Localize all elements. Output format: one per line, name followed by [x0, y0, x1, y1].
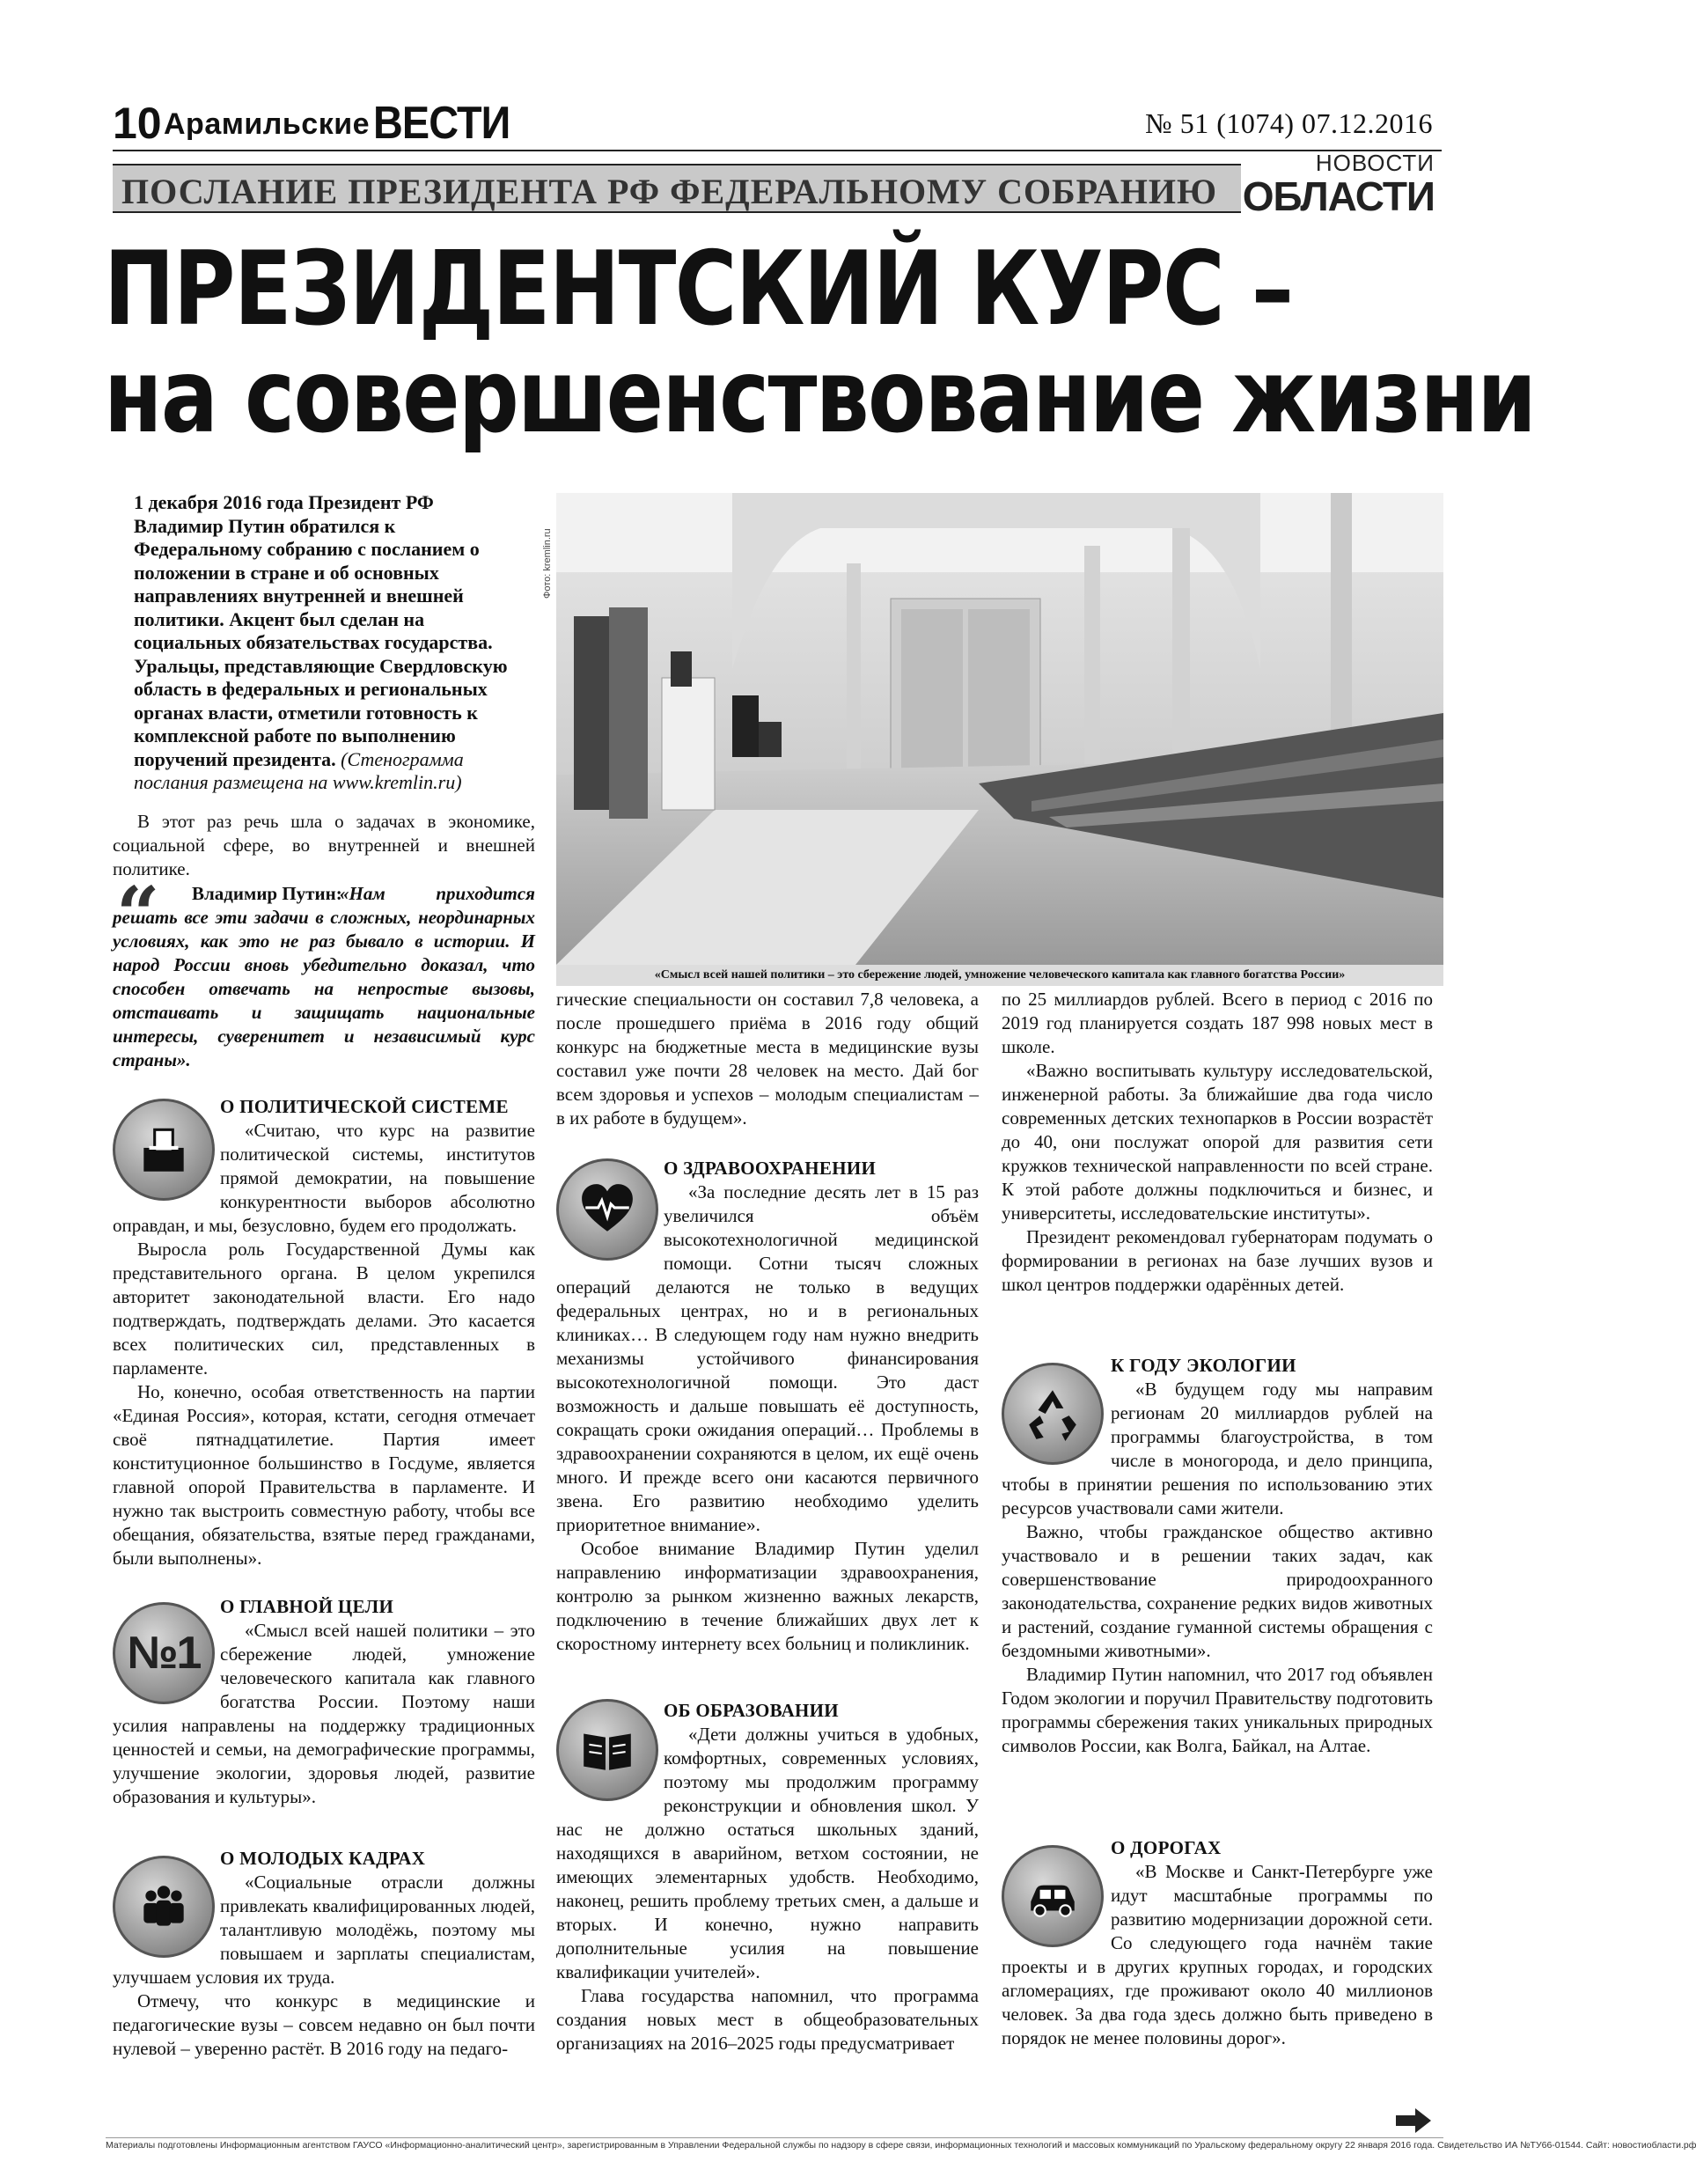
- section-politics-body: [113, 1119, 535, 1570]
- section-young-body: [113, 1871, 535, 2061]
- section-ecology-body: [1002, 1378, 1433, 1758]
- section-education-header: [664, 1699, 979, 1723]
- brand-name-small: Арамильские: [164, 107, 371, 141]
- badge-text: №1: [127, 1628, 201, 1679]
- brand-name-big: ВЕСТИ: [373, 98, 510, 149]
- lead-note: (Стенограмма послания размещена на www.kremlin.ru): [134, 747, 464, 793]
- issue-number: № 51 (1074) 07.12.2016: [1145, 107, 1433, 139]
- young-continued: гические специальности он составил 7,8 человека, а после прошедшего приёма в 2016 году общий конкурс на бюджетные места в медицинские вузы составил уже почти 28 человек на место. Дай бог всем здоровья и успехов – молодым специалистам – в их работе в будущем».: [556, 989, 979, 1129]
- section-education-title: ОБ ОБРАЗОВАНИИ: [664, 1700, 839, 1721]
- section-politics-header: [220, 1095, 535, 1119]
- page-number: 10: [113, 99, 162, 148]
- quote-text: «Нам приходится решать все эти задачи в сложных, неординарных условиях, как это не раз бывало в истории. И народ России вновь убедительно доказал, что способен отвечать на непростые вызовы, отстаивать и защищать национальные интересы, суверенитет и независимый курс страны».: [113, 883, 535, 1070]
- section-roads-body: [1002, 1860, 1433, 2050]
- section-logo-line2: ОБЛАСТИ: [1242, 173, 1435, 219]
- section-politics-title: О ПОЛИТИЧЕСКОЙ СИСТЕМЕ: [220, 1096, 509, 1117]
- section-goal-body: [113, 1619, 535, 1809]
- section-ecology-header: [1111, 1354, 1433, 1378]
- section-young-title: О МОЛОДЫХ КАДРАХ: [220, 1848, 426, 1869]
- column-1: [113, 810, 535, 881]
- quote-text-block: [113, 871, 535, 1072]
- education-continued: по 25 миллиардов рублей. Всего в период с 2016 по 2019 год планируется создать 187 998 новых мест в школе.: [1002, 989, 1433, 1057]
- section-goal-p1: «Смысл всей нашей политики – это сбережение людей, умножение человеческого капитала как главного богатства России. Поэтому наши усилия направлены на поддержку традиционных ценностей и семьи, на демографические программы, улучшение экологии, здоровья людей, развитие образования и культуры».: [113, 1620, 535, 1807]
- technoparks-paragraph: «Важно воспитывать культуру исследовательской, инженерной работы. За ближайшие два года число современных детских технопарков в России возрастёт до 40, они послужат опорой для развития сети кружков технической направленности по всей стране. К этой работе должны подключиться и бизнес, и университеты, исследовательские институты».: [1002, 1060, 1433, 1224]
- section-roads-header: [1111, 1836, 1433, 1860]
- section-logo-line1: НОВОСТИ: [1315, 150, 1435, 176]
- section-health-body: [556, 1180, 979, 1656]
- lead-paragraph: [134, 491, 521, 795]
- quote-mark-icon: “: [116, 871, 160, 960]
- headline-line1: ПРЕЗИДЕНТСКИЙ КУРС –: [104, 230, 1293, 349]
- continue-arrow-icon: [1394, 2107, 1433, 2135]
- column-3-top: [1002, 988, 1433, 1297]
- masthead: [113, 99, 1442, 151]
- photo-caption: «Смысл всей нашей политики – это сбережение людей, умножение человеческого капитала как главного богатства России»: [556, 965, 1443, 986]
- section-young-p2: Отмечу, что конкурс в медицинские и педагогические вузы – совсем недавно он был почти нулевой – уверенно растёт. В 2016 году на педаго-: [113, 1990, 535, 2059]
- section-health-title: О ЗДРАВООХРАНЕНИИ: [664, 1158, 877, 1179]
- section-goal-header: [220, 1595, 535, 1619]
- column-2-top: [556, 988, 979, 1130]
- section-politics-p3: Но, конечно, особая ответственность на партии «Единая Россия», которая, кстати, сегодня отмечает своё пятнадцатилетие. Партия имеет конституционное большинство в Госдуме, является главной опорой Правительства в парламенте. И нужно так выстроить совместную работу, чтобы все обещания, обязательства, взятые перед гражданами, были выполнены».: [113, 1381, 535, 1569]
- section-health-header: [664, 1157, 979, 1180]
- photo-credit: Фото: kremlin.ru: [542, 528, 553, 599]
- section-education-p2: Глава государства напомнил, что программа создания новых мест в общеобразовательных организациях на 2016–2025 годы предусматривает: [556, 1985, 979, 2054]
- section-ecology-p1: «В будущем году мы направим регионам 20 миллиардов рублей на программы благоустройства, в том числе в моногорода, и дело принципа, чтобы в принятии решения по использованию этих ресурсов участвовали сами жители.: [1002, 1379, 1433, 1519]
- section-ecology-p2: Важно, чтобы гражданское общество активно участвовало и в решении таких задач, как совершенствование природоохранного законодательства, сохранение редких видов животных и растений, создание гуманной системы обращения с бездомными животными».: [1002, 1521, 1433, 1661]
- section-young-p1: «Социальные отрасли должны привлекать квалифицированных людей, талантливую молодёжь, поэтому мы повышаем и зарплаты специалистам, улучшаем условия их труда.: [113, 1871, 535, 1988]
- section-health-p1: «За последние десять лет в 15 раз увеличился объём высокотехнологичной медицинской помощи. Сотни тысяч сложных операций делаются не только в ведущих федеральных центрах, но и в региональных клиниках… В следующем году нам нужно внедрить механизмы устойчивого финансирования высокотехнологичной помощи. Это даст возможность и дальше повышать её доступность, сокращать сроки ожидания операций… Проблемы в здравоохранении сохраняются в целом, их ещё очень много. И прежде всего они касаются первичного звена. Его развитию необходимо уделить приоритетное внимание».: [556, 1181, 979, 1535]
- intro-paragraph: В этот раз речь шла о задачах в экономике, социальной сфере, во внутренней и внешней политике.: [113, 811, 535, 879]
- quote-author: Владимир Путин:: [192, 883, 342, 904]
- section-roads-title: О ДОРОГАХ: [1111, 1837, 1222, 1858]
- section-young-header: [220, 1847, 535, 1871]
- section-health-p2: Особое внимание Владимир Путин уделил направлению информатизации здравоохранения, контролю за рынком жизненно важных лекарств, подключению в течение ближайших двух лет к скоростному интернету всех больниц и поликлиник.: [556, 1538, 979, 1654]
- rubric-bar: [113, 164, 1241, 213]
- kremlin-hall-photo: [556, 493, 1443, 965]
- section-education-p1: «Дети должны учиться в удобных, комфортных, современных условиях, поэтому мы продолжим программу реконструкции и обновления школ. У нас не должно остаться школьных зданий, находящихся в аварийном, ветхом состоянии, не имеющих элементарных удобств. Необходимо, наконец, решить проблему третьих смен, а дальше и вторых. И конечно, нужно направить дополнительные усилия на повышение квалификации учителей».: [556, 1724, 979, 1982]
- headline-line2: на совершенствование жизни: [104, 337, 1536, 456]
- headline: [104, 230, 1536, 456]
- section-logo: [1242, 150, 1435, 220]
- lead-text: 1 декабря 2016 года Президент РФ Владимир Путин обратился к Федеральному собранию с посланием о положении в стране и об основных направлениях внутренней и внешней политики. Акцент был сделан на социальных обязательствах государства. Уральцы, представляющие Свердловскую область в федеральных и региональных органах власти, отметили готовность к комплексной работе по выполнению поручений президента.: [134, 491, 508, 770]
- footer-imprint: Материалы подготовлены Информационным агентством ГАУСО «Информационно-аналитический центр», зарегистрированным в Управлении Федеральной службы по надзору в сфере связи, информационных технологий и массовых коммуникаций по Уральскому федеральному округу 22 января 2016 года. Свидетельство ИА №ТУ66-01544. Сайт: новостиобласти.рф: [106, 2137, 1443, 2151]
- gifted-children-paragraph: Президент рекомендовал губернаторам подумать о формировании в регионах на базе лучших вузов и школ центров поддержки одарённых детей.: [1002, 1226, 1433, 1295]
- section-roads-p1: «В Москве и Санкт-Петербурге уже идут масштабные программы по развитию модернизации дорожной сети. Со следующего года начнём такие проекты и в других крупных городах, и городских агломерациях, где проживают около 40 миллионов человек. За два года здесь должно быть приведено в порядок не менее половины дорог».: [1002, 1861, 1433, 2048]
- section-politics-p2: Выросла роль Государственной Думы как представительного органа. В целом укрепился авторитет законодательной власти. Его надо подтверждать, подтверждать делами. Это касается всех политических сил, представленных в парламенте.: [113, 1239, 535, 1379]
- section-politics-p1: «Считаю, что курс на развитие политической системы, институтов прямой демократии, на повышение конкурентности выборов абсолютно оправдан, и мы, безусловно, будем его продолжать.: [113, 1120, 535, 1236]
- section-ecology-title: К ГОДУ ЭКОЛОГИИ: [1111, 1355, 1296, 1376]
- rubric-title: ПОСЛАНИЕ ПРЕЗИДЕНТА РФ ФЕДЕРАЛЬНОМУ СОБРАНИЮ: [121, 172, 1218, 211]
- section-goal-title: О ГЛАВНОЙ ЦЕЛИ: [220, 1596, 394, 1617]
- section-ecology-p3: Владимир Путин напомнил, что 2017 год объявлен Годом экологии и поручил Правительству подготовить программы сбережения таких уникальных природных символов России, как Волга, Байкал, на Алтае.: [1002, 1664, 1433, 1756]
- section-education-body: [556, 1723, 979, 2055]
